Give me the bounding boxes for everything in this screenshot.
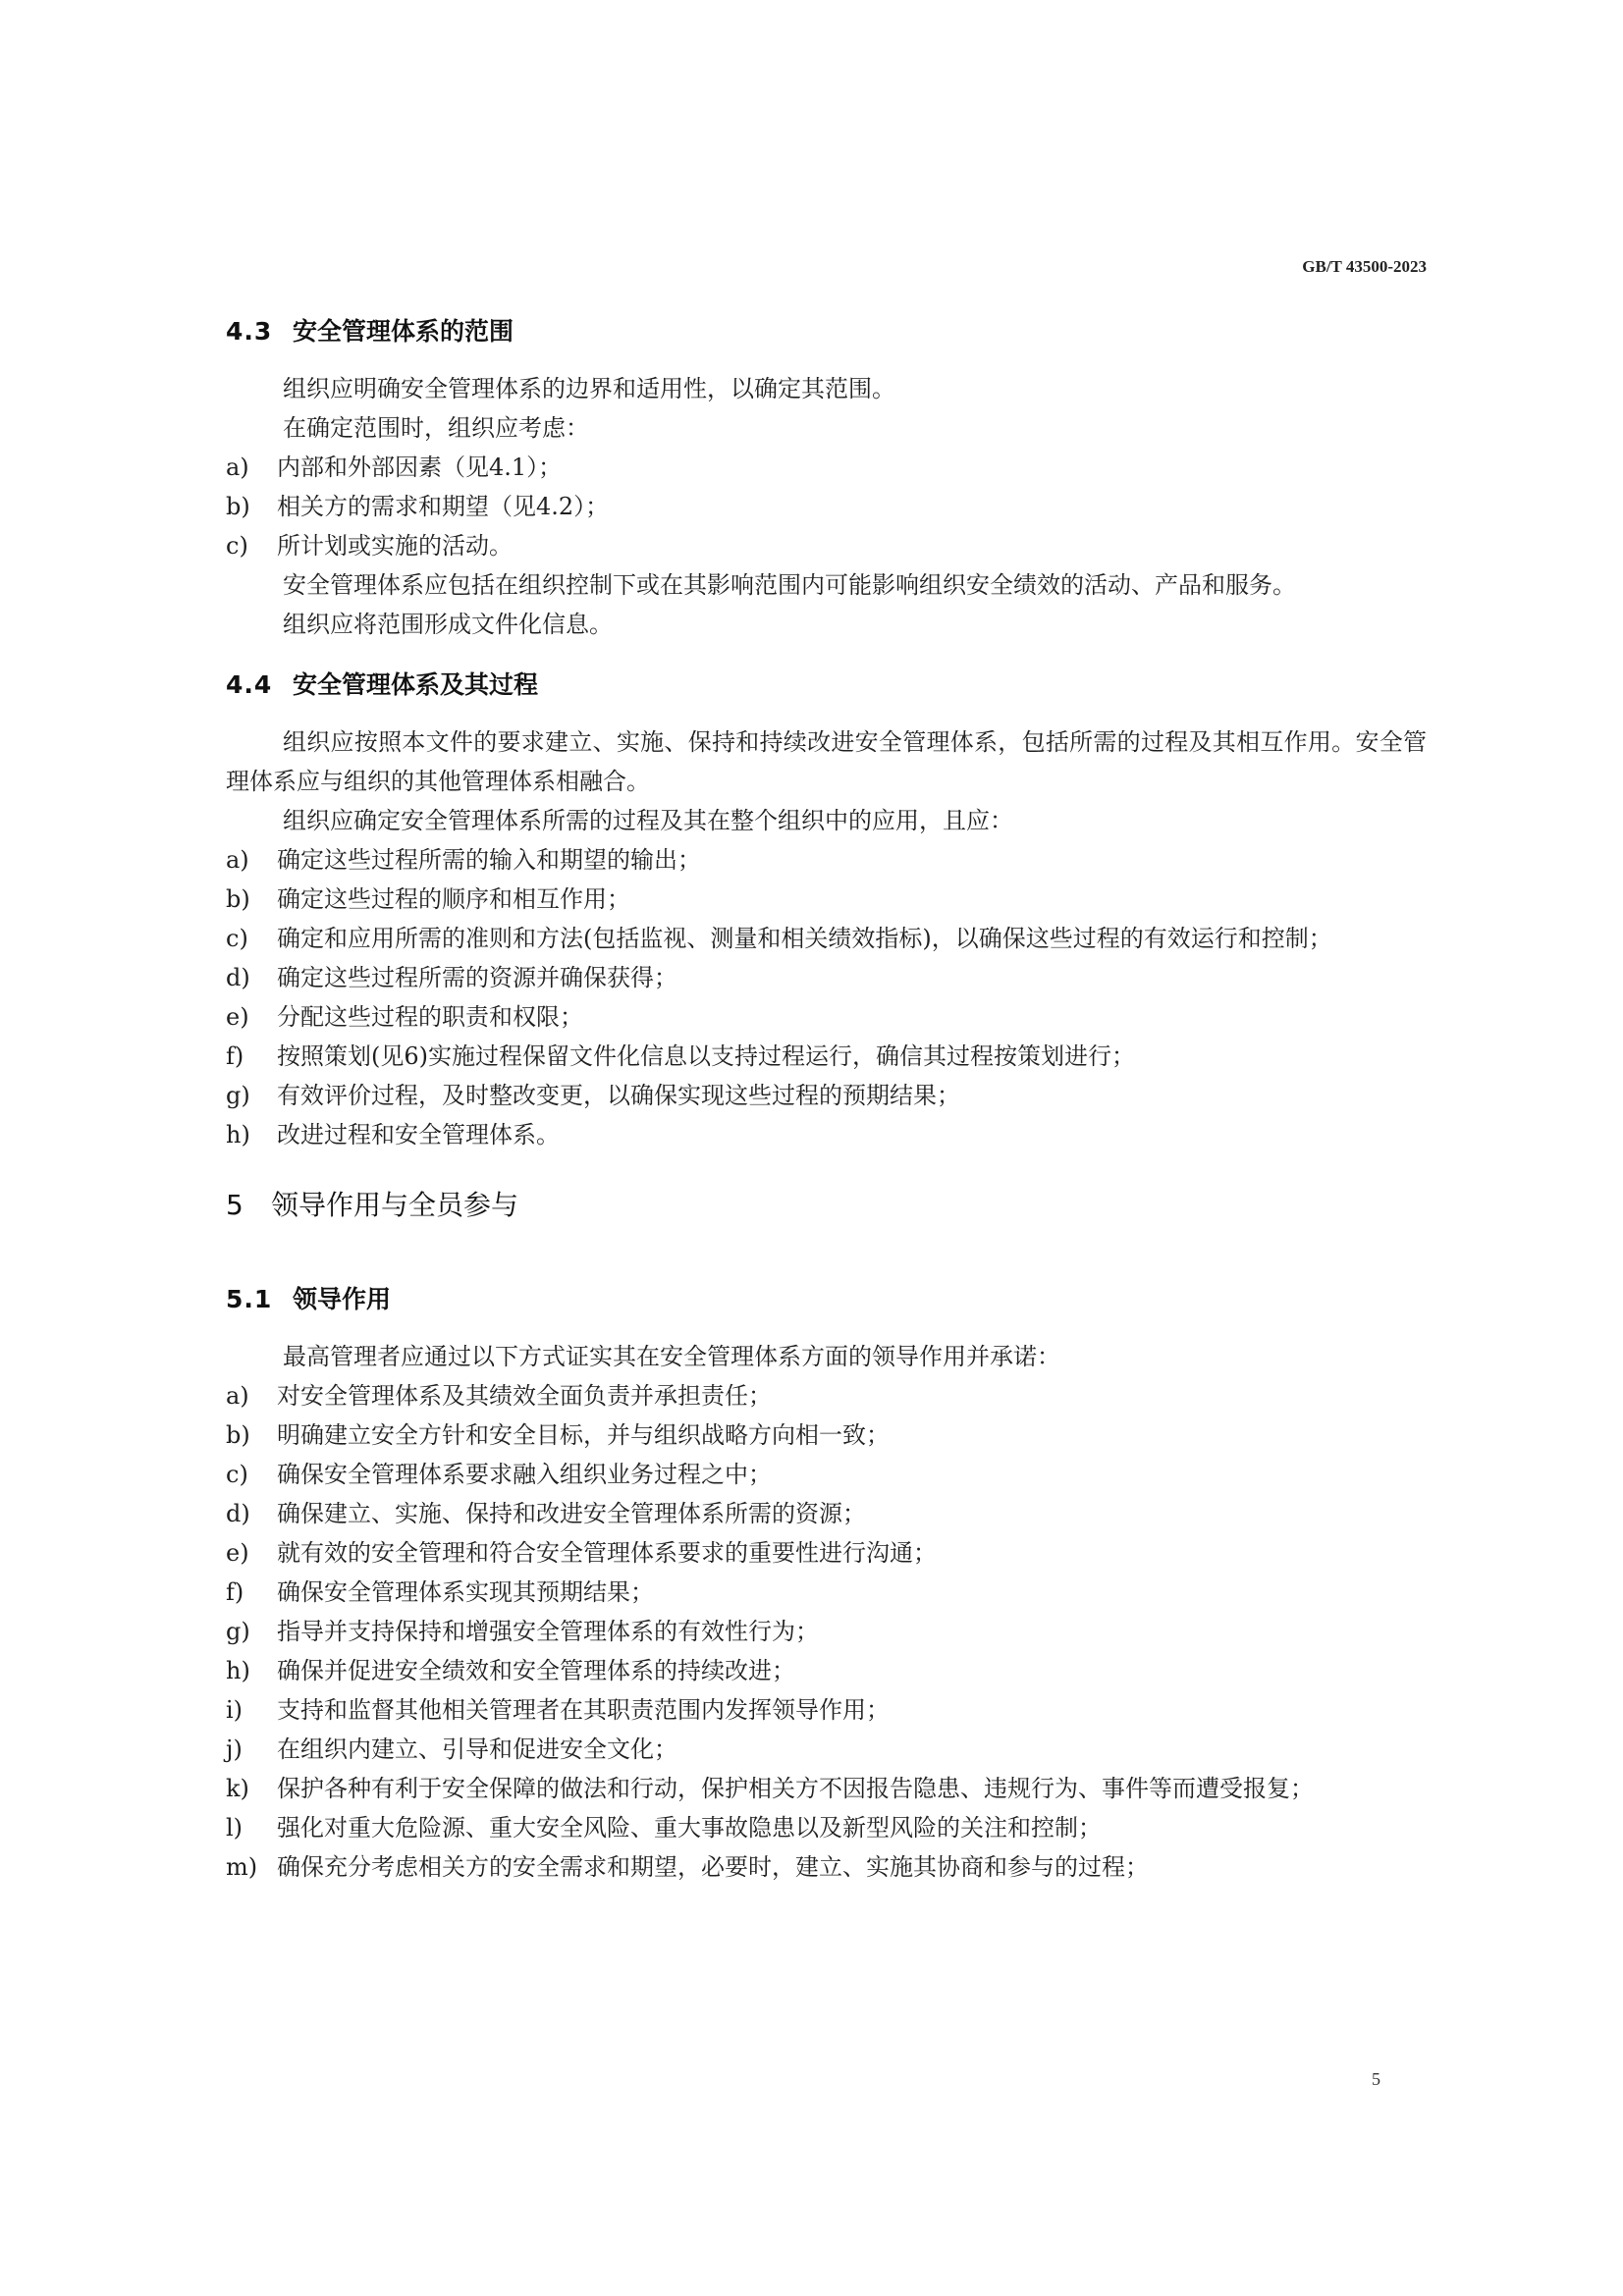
list-marker: b): [226, 1421, 250, 1449]
list-marker: h): [226, 1121, 250, 1148]
list-item: [226, 997, 1427, 1037]
list-item: [226, 1037, 1427, 1076]
list-text: 分配这些过程的职责和权限；: [277, 1003, 583, 1031]
list-item: [226, 1808, 1427, 1847]
list-text: 明确建立安全方针和安全目标，并与组织战略方向相一致；: [277, 1421, 890, 1449]
list-text: 确保并促进安全绩效和安全管理体系的持续改进；: [277, 1657, 795, 1684]
list-marker: d): [226, 1500, 250, 1527]
list-text: 指导并支持保持和增强安全管理体系的有效性行为；: [277, 1618, 819, 1645]
page-number: 5: [1372, 2069, 1380, 2089]
list-item: [226, 958, 1427, 997]
list-item: [226, 1651, 1427, 1690]
section-number: 5.1: [226, 1285, 273, 1313]
list-item: [226, 919, 1427, 958]
list-marker: e): [226, 1539, 249, 1567]
list-text: 保护各种有利于安全保障的做法和行动，保护相关方不因报告隐患、违规行为、事件等而遭受报复；: [277, 1775, 1314, 1802]
list-text: 相关方的需求和期望（见4.2）；: [277, 493, 610, 520]
list-text: 确定这些过程所需的资源并确保获得；: [277, 964, 677, 991]
list-item: [226, 487, 1427, 526]
list-item: [226, 1573, 1427, 1612]
list-marker: a): [226, 1382, 249, 1410]
list-marker: b): [226, 885, 250, 913]
list-text: 确定和应用所需的准则和方法(包括监视、测量和相关绩效指标)，以确保这些过程的有效运行和控制；: [277, 925, 1332, 952]
list-marker: j): [226, 1735, 243, 1763]
list-text: 对安全管理体系及其绩效全面负责并承担责任；: [277, 1382, 772, 1410]
paragraph: 在确定范围时，组织应考虑：: [283, 414, 589, 442]
list-text: 在组织内建立、引导和促进安全文化；: [277, 1735, 677, 1763]
list-marker: b): [226, 493, 250, 520]
list-item: [226, 880, 1427, 919]
list-text: 所计划或实施的活动。: [277, 532, 513, 560]
list-text: 确保安全管理体系要求融入组织业务过程之中；: [277, 1461, 772, 1488]
list-marker: c): [226, 1461, 248, 1488]
list-text: 内部和外部因素（见4.1）；: [277, 454, 563, 481]
paragraph: 组织应将范围形成文件化信息。: [283, 611, 613, 638]
list-item: [226, 1612, 1427, 1651]
list-marker: c): [226, 925, 248, 952]
list-marker: h): [226, 1657, 250, 1684]
chapter-heading-5: [226, 1184, 1427, 1223]
paragraph: 最高管理者应通过以下方式证实其在安全管理体系方面的领导作用并承诺：: [283, 1343, 1060, 1370]
list-text: 按照策划(见6)实施过程保留文件化信息以支持过程运行，确信其过程按策划进行；: [277, 1042, 1135, 1070]
list-marker: d): [226, 964, 250, 991]
document-body: [226, 312, 1427, 1887]
list-marker: g): [226, 1618, 250, 1645]
list-item: [226, 1455, 1427, 1494]
list-text: 改进过程和安全管理体系。: [277, 1121, 560, 1148]
list-text: 确保充分考虑相关方的安全需求和期望，必要时，建立、实施其协商和参与的过程；: [277, 1853, 1149, 1881]
section-heading-4-3: [226, 312, 1427, 347]
list-item: [226, 840, 1427, 880]
list-item: [226, 1690, 1427, 1730]
list-item: [226, 1847, 1427, 1887]
section-title: 安全管理体系及其过程: [293, 670, 539, 699]
list-marker: k): [226, 1775, 249, 1802]
list-item: [226, 1533, 1427, 1573]
list-text: 确定这些过程所需的输入和期望的输出；: [277, 846, 701, 874]
document-code: GB/T 43500-2023: [1302, 257, 1427, 276]
list-item: [226, 1115, 1427, 1154]
list-item: [226, 1076, 1427, 1115]
list-item: [226, 1376, 1427, 1415]
section-heading-5-1: [226, 1280, 1427, 1315]
list-text: 确定这些过程的顺序和相互作用；: [277, 885, 630, 913]
paragraph: 组织应明确安全管理体系的边界和适用性，以确定其范围。: [283, 375, 895, 402]
list-marker: i): [226, 1696, 243, 1724]
list-text: 支持和监督其他相关管理者在其职责范围内发挥领导作用；: [277, 1696, 890, 1724]
section-number: 4.4: [226, 670, 273, 699]
section-title: 安全管理体系的范围: [293, 317, 514, 346]
list-text: 就有效的安全管理和符合安全管理体系要求的重要性进行沟通；: [277, 1539, 937, 1567]
list-text: 确保安全管理体系实现其预期结果；: [277, 1578, 654, 1606]
list-marker: e): [226, 1003, 249, 1031]
list-text: 强化对重大危险源、重大安全风险、重大事故隐患以及新型风险的关注和控制；: [277, 1814, 1102, 1842]
paragraph: 安全管理体系应包括在组织控制下或在其影响范围内可能影响组织安全绩效的活动、产品和服务。: [283, 571, 1296, 599]
list-marker: a): [226, 454, 249, 481]
list-marker: l): [226, 1814, 243, 1842]
chapter-number: 5: [226, 1189, 243, 1221]
list-item: [226, 1769, 1427, 1808]
list-marker: f): [226, 1042, 244, 1070]
list-marker: c): [226, 532, 248, 560]
list-item: [226, 1730, 1427, 1769]
list-marker: m): [226, 1853, 258, 1881]
list-text: 有效评价过程，及时整改变更，以确保实现这些过程的预期结果；: [277, 1082, 960, 1109]
section-number: 4.3: [226, 317, 273, 346]
list-marker: g): [226, 1082, 250, 1109]
paragraph: 组织应按照本文件的要求建立、实施、保持和持续改进安全管理体系，包括所需的过程及其相互作用。安全管理体系应与组织的其他管理体系相融合。: [226, 728, 1427, 795]
section-title: 领导作用: [293, 1285, 392, 1313]
list-item: [226, 1415, 1427, 1455]
list-item: [226, 1494, 1427, 1533]
section-heading-4-4: [226, 666, 1427, 701]
list-marker: f): [226, 1578, 244, 1606]
chapter-title: 领导作用与全员参与: [271, 1189, 519, 1221]
list-item: [226, 448, 1427, 487]
list-item: [226, 526, 1427, 565]
list-marker: a): [226, 846, 249, 874]
paragraph: 组织应确定安全管理体系所需的过程及其在整个组织中的应用，且应：: [283, 807, 1013, 834]
list-text: 确保建立、实施、保持和改进安全管理体系所需的资源；: [277, 1500, 866, 1527]
